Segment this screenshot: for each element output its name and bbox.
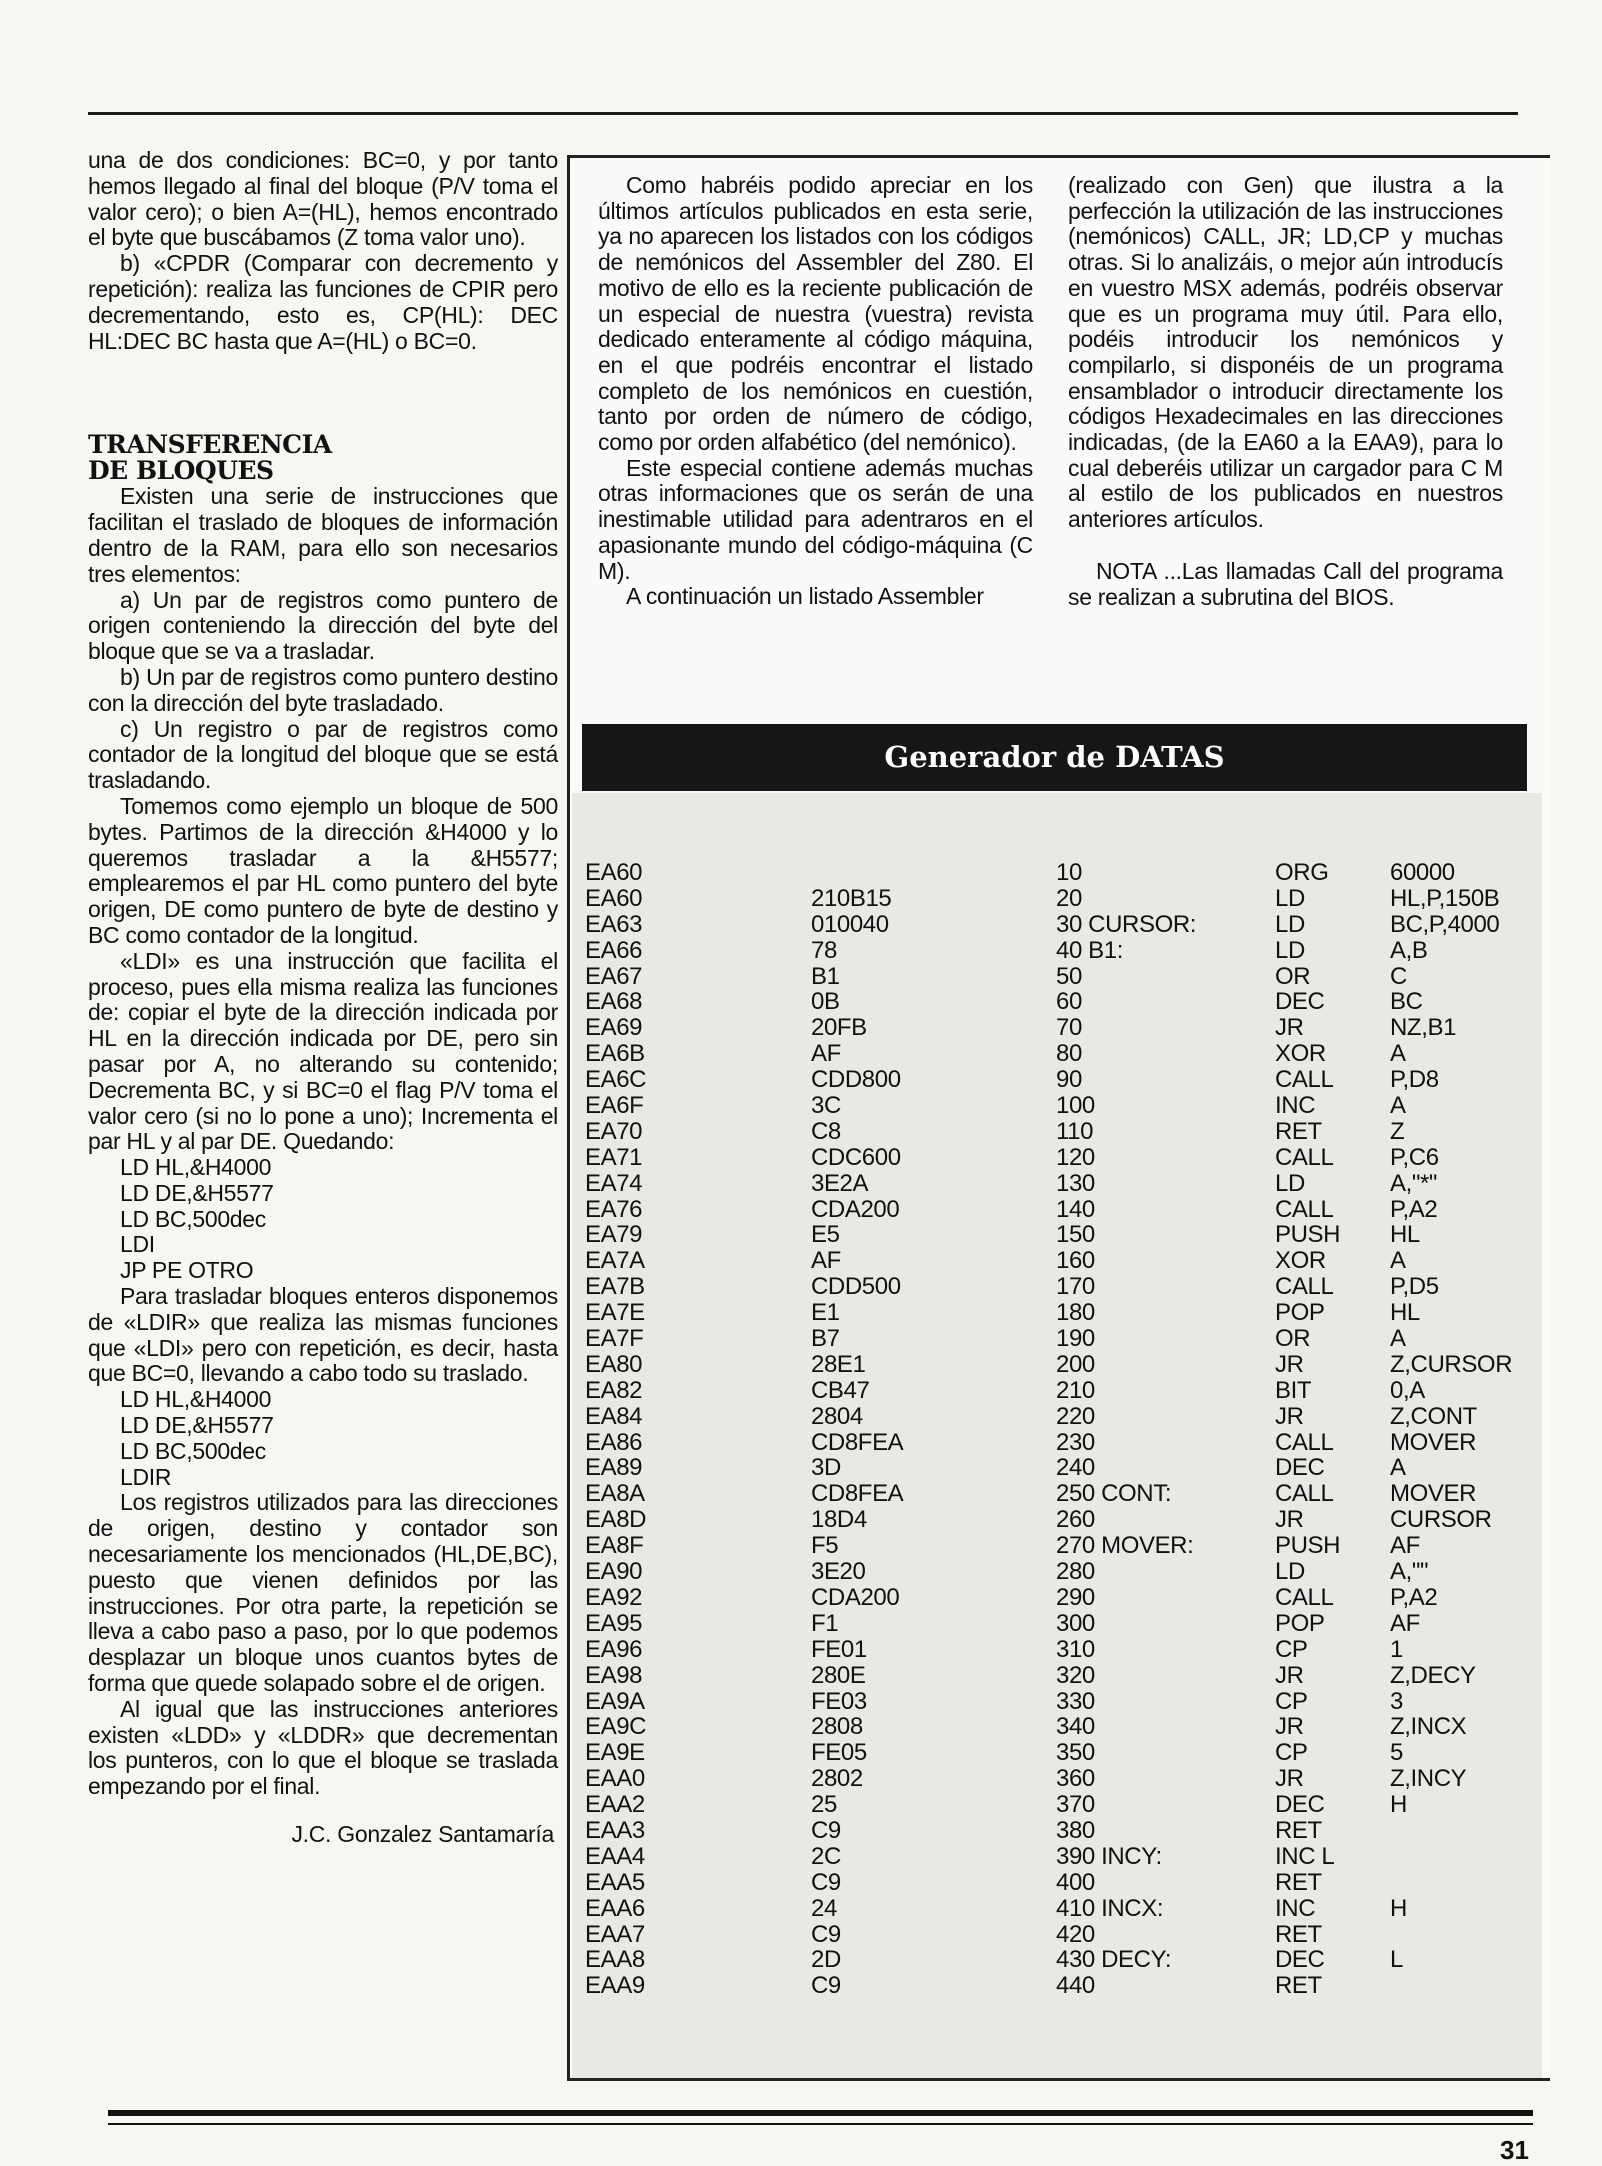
mnemonic-cell: CP <box>1275 1635 1308 1663</box>
mnemonic-cell: LD <box>1275 936 1305 964</box>
line-number-cell: 260 <box>1056 1506 1095 1534</box>
operand-cell: Z,CURSOR <box>1390 1350 1513 1378</box>
hex-code-cell: CD8FEA <box>811 1428 904 1456</box>
code-line: JP PE OTRO <box>120 1257 254 1284</box>
mnemonic-cell: JR <box>1275 1350 1304 1378</box>
address-cell: EA69 <box>585 1014 643 1042</box>
address-cell: EA9E <box>585 1739 645 1767</box>
mnemonic-cell: RET <box>1275 1972 1322 2000</box>
mnemonic-cell: POP <box>1275 1299 1325 1327</box>
paragraph: Como habréis podido apreciar en los últimos artículos publicados en esta serie, ya no aparecen los listados con los códigos de nemónicos del Assembler del Z80. El motivo de ello es la reciente publicación de un especial de nuestra (vuestra) revista dedicado enteramente al código máquina, en el que podréis encontrar el listado completo de los nemónicos en cuestión, tanto por orden de número de código, como por orden alfabético (del nemónico). <box>598 172 1033 456</box>
operand-cell: H <box>1390 1791 1407 1819</box>
operand-cell: Z,INCX <box>1390 1713 1467 1741</box>
address-cell: EA7F <box>585 1325 644 1353</box>
line-number-cell: 100 <box>1056 1092 1095 1120</box>
paragraph: Existen una serie de instrucciones que facilitan el traslado de bloques de información dentro de la RAM, para ello son necesarios tres elementos: <box>88 483 558 587</box>
address-cell: EA80 <box>585 1350 643 1378</box>
hex-code-cell: F5 <box>811 1532 839 1560</box>
code-line: LD BC,500dec <box>120 1205 266 1232</box>
address-cell: EAA8 <box>585 1946 645 1974</box>
bottom-rule <box>108 2123 1533 2125</box>
mnemonic-cell: JR <box>1275 1713 1304 1741</box>
mnemonic-cell: JR <box>1275 1661 1304 1689</box>
paragraph: A continuación un listado Assembler <box>626 583 984 610</box>
line-number-cell: 180 <box>1056 1299 1095 1327</box>
address-cell: EA90 <box>585 1558 643 1586</box>
hex-code-cell: 78 <box>811 936 837 964</box>
hex-code-cell: 2D <box>811 1946 841 1974</box>
line-number-cell: 70 <box>1056 1014 1082 1042</box>
address-cell: EA71 <box>585 1143 643 1171</box>
hex-code-cell: 2804 <box>811 1402 863 1430</box>
address-cell: EA66 <box>585 936 643 964</box>
paragraph: Tomemos como ejemplo un bloque de 500 bytes. Partimos de la dirección &H4000 y lo queremos trasladar a la &H5577; emplearemos el par HL como puntero del byte origen, DE como puntero de byte de destino y BC como contador de la longitud. <box>88 792 558 948</box>
address-cell: EAA7 <box>585 1920 645 1948</box>
hex-code-cell: FE01 <box>811 1635 867 1663</box>
code-line: LD HL,&H4000 <box>120 1154 272 1181</box>
line-number-cell: 410 INCX: <box>1056 1894 1164 1922</box>
mnemonic-cell: CALL <box>1275 1428 1334 1456</box>
line-number-cell: 80 <box>1056 1040 1082 1068</box>
section-title: TRANSFERENCIA <box>88 430 332 460</box>
paragraph: Este especial contiene además muchas otras informaciones que os serán de una inestimable utilidad para adentraros en el apasionante mundo del código-máquina (C M). <box>598 454 1033 584</box>
line-number-cell: 160 <box>1056 1247 1095 1275</box>
hex-code-cell: F1 <box>811 1609 839 1637</box>
hex-code-cell: 18D4 <box>811 1506 867 1534</box>
hex-code-cell: CDC600 <box>811 1143 901 1171</box>
mnemonic-cell: JR <box>1275 1014 1304 1042</box>
mnemonic-cell: INC <box>1275 1092 1316 1120</box>
hex-code-cell: C9 <box>811 1920 841 1948</box>
line-number-cell: 210 <box>1056 1376 1095 1404</box>
code-line: LD DE,&H5577 <box>120 1179 274 1206</box>
operand-cell: A <box>1390 1454 1406 1482</box>
paragraph: (realizado con Gen) que ilustra a la perfección la utilización de las instrucciones (nemónicos) CALL, JR; LD,CP y muchas otras. Si lo analizáis, o mejor aún introducís en vuestro MSX además, podréis observar que es un programa muy útil. Para ello, podéis introducir los nemónicos y compilarlo, si disponéis de un programa ensamblador o introducir directamente los códigos Hexadecimales en las direcciones indicadas, (de la EA60 a la EAA9), para lo cual deberéis utilizar un cargador para C M al estilo de los publicados en nuestros anteriores artículos. <box>1068 172 1503 533</box>
mnemonic-cell: RET <box>1275 1868 1322 1896</box>
line-number-cell: 110 <box>1056 1117 1094 1145</box>
mnemonic-cell: DEC <box>1275 988 1325 1016</box>
paragraph: Al igual que las instrucciones anteriores existen «LDD» y «LDDR» que decrementan los punteros, con lo que el bloque se traslada empezando por el final. <box>88 1695 558 1800</box>
line-number-cell: 350 <box>1056 1739 1095 1767</box>
operand-cell: 0,A <box>1390 1376 1425 1404</box>
mnemonic-cell: POP <box>1275 1609 1325 1637</box>
line-number-cell: 230 <box>1056 1428 1095 1456</box>
mnemonic-cell: INC <box>1275 1894 1316 1922</box>
listing-title: Generador de DATAS <box>582 724 1527 791</box>
address-cell: EA60 <box>585 859 643 886</box>
operand-cell: A <box>1390 1247 1406 1275</box>
hex-code-cell: CDA200 <box>811 1583 900 1611</box>
hex-code-cell: 25 <box>811 1791 837 1819</box>
hex-code-cell: AF <box>811 1247 841 1275</box>
operand-cell: P,A2 <box>1390 1583 1438 1611</box>
operand-cell: HL <box>1390 1299 1420 1327</box>
line-number-cell: 370 <box>1056 1791 1095 1819</box>
address-cell: EA82 <box>585 1376 643 1404</box>
paragraph: Para trasladar bloques enteros disponemos de «LDIR» que realiza las mismas funciones que «LDI» pero con repetición, es decir, hasta que BC=0, llevando a cabo todo su traslado. <box>88 1283 558 1387</box>
address-cell: EA92 <box>585 1583 643 1611</box>
hex-code-cell: FE05 <box>811 1739 867 1767</box>
line-number-cell: 270 MOVER: <box>1056 1532 1194 1560</box>
line-number-cell: 220 <box>1056 1402 1095 1430</box>
mnemonic-cell: RET <box>1275 1816 1322 1844</box>
operand-cell: 5 <box>1390 1739 1403 1767</box>
mnemonic-cell: JR <box>1275 1506 1304 1534</box>
operand-cell: P,D8 <box>1390 1066 1439 1094</box>
mnemonic-cell: CALL <box>1275 1480 1334 1508</box>
address-cell: EA7B <box>585 1273 645 1301</box>
line-number-cell: 440 <box>1056 1972 1095 2000</box>
mnemonic-cell: LD <box>1275 910 1305 938</box>
hex-code-cell: C9 <box>811 1816 841 1844</box>
hex-code-cell: CDD800 <box>811 1066 901 1094</box>
mnemonic-cell: DEC <box>1275 1454 1325 1482</box>
operand-cell: Z <box>1390 1117 1405 1145</box>
mnemonic-cell: LD <box>1275 1558 1305 1586</box>
hex-code-cell: 3E2A <box>811 1169 869 1197</box>
intro-column-1 <box>598 173 1033 610</box>
hex-code-cell: C8 <box>811 1117 841 1145</box>
operand-cell: HL,P,150B <box>1390 884 1500 912</box>
section-title: DE BLOQUES <box>88 456 274 486</box>
line-number-cell: 170 <box>1056 1273 1095 1301</box>
operand-cell: MOVER <box>1390 1480 1477 1508</box>
hex-code-cell: AF <box>811 1040 841 1068</box>
code-line: LD HL,&H4000 <box>120 1386 272 1413</box>
operand-cell: P,A2 <box>1390 1195 1438 1223</box>
hex-code-cell: 0B <box>811 988 840 1016</box>
code-line: LDIR <box>120 1463 172 1490</box>
line-number-cell: 140 <box>1056 1195 1095 1223</box>
address-cell: EAA3 <box>585 1816 645 1844</box>
operand-cell: MOVER <box>1390 1428 1477 1456</box>
code-line: LD BC,500dec <box>120 1437 266 1464</box>
code-line: LDI <box>120 1231 155 1258</box>
operand-cell: P,C6 <box>1390 1143 1439 1171</box>
address-cell: EA8F <box>585 1532 644 1560</box>
hex-code-cell: 280E <box>811 1661 866 1689</box>
left-column <box>88 148 558 1848</box>
operand-cell: L <box>1390 1946 1403 1974</box>
mnemonic-cell: RET <box>1275 1117 1322 1145</box>
address-cell: EA7A <box>585 1247 645 1275</box>
code-line: LD DE,&H5577 <box>120 1412 274 1439</box>
address-cell: EA89 <box>585 1454 643 1482</box>
address-cell: EA96 <box>585 1635 643 1663</box>
hex-code-cell: 3C <box>811 1092 841 1120</box>
mnemonic-cell: PUSH <box>1275 1221 1341 1249</box>
address-cell: EA74 <box>585 1169 643 1197</box>
line-number-cell: 300 <box>1056 1609 1095 1637</box>
top-rule <box>88 112 1518 115</box>
paragraph: «LDI» es una instrucción que facilita el proceso, pues ella misma realiza las funciones de: copiar el byte de la dirección indicada por HL en la dirección indicada por DE, pero sin pasar por A, no alterando su contenido; Decrementa BC, y si BC=0 el flag P/V toma el valor cero (si no lo pone a uno); Incrementa el par HL y al par DE. Quedando: <box>88 947 558 1155</box>
operand-cell: A <box>1390 1325 1406 1353</box>
paragraph: una de dos condiciones: BC=0, y por tanto hemos llegado al final del bloque (P/V toma el valor cero); o bien A=(HL), hemos encontrado el byte que buscábamos (Z toma valor uno). <box>88 147 558 251</box>
operand-cell: NZ,B1 <box>1390 1014 1457 1042</box>
line-number-cell: 390 INCY: <box>1056 1842 1162 1870</box>
address-cell: EAA9 <box>585 1972 645 2000</box>
hex-code-cell: 3E20 <box>811 1558 866 1586</box>
line-number-cell: 310 <box>1056 1635 1095 1663</box>
line-number-cell: 10 <box>1056 859 1082 886</box>
operand-cell: BC <box>1390 988 1423 1016</box>
operand-cell: A <box>1390 1092 1406 1120</box>
hex-code-cell: FE03 <box>811 1687 867 1715</box>
line-number-cell: 60 <box>1056 988 1082 1016</box>
mnemonic-cell: OR <box>1275 1325 1311 1353</box>
hex-code-cell: 28E1 <box>811 1350 866 1378</box>
hex-code-cell: CD8FEA <box>811 1480 904 1508</box>
mnemonic-cell: CALL <box>1275 1583 1334 1611</box>
hex-code-cell: 2802 <box>811 1765 863 1793</box>
address-cell: EA67 <box>585 962 643 990</box>
hex-code-cell: 2808 <box>811 1713 863 1741</box>
mnemonic-cell: CALL <box>1275 1195 1334 1223</box>
hex-code-cell: C9 <box>811 1868 841 1896</box>
mnemonic-cell: CP <box>1275 1687 1308 1715</box>
paragraph: b) «CPDR (Comparar con decremento y repetición): realiza las funciones de CPIR pero decrementando, esto es, CP(HL): DEC HL:DEC BC hasta que A=(HL) o BC=0. <box>88 250 558 354</box>
line-number-cell: 120 <box>1056 1143 1095 1171</box>
line-number-cell: 280 <box>1056 1558 1095 1586</box>
line-number-cell: 340 <box>1056 1713 1095 1741</box>
paragraph: a) Un par de registros como puntero de origen conteniendo la dirección del byte del bloque que se va a trasladar. <box>88 586 558 665</box>
address-cell: EA6B <box>585 1040 645 1068</box>
address-cell: EAA5 <box>585 1868 645 1896</box>
address-cell: EAA2 <box>585 1791 645 1819</box>
address-cell: EA84 <box>585 1402 643 1430</box>
line-number-cell: 90 <box>1056 1066 1082 1094</box>
mnemonic-cell: RET <box>1275 1920 1322 1948</box>
mnemonic-cell: CP <box>1275 1739 1308 1767</box>
operand-cell: A,B <box>1390 936 1428 964</box>
hex-code-cell: 2C <box>811 1842 841 1870</box>
line-number-cell: 250 CONT: <box>1056 1480 1172 1508</box>
line-number-cell: 130 <box>1056 1169 1095 1197</box>
operand-cell: H <box>1390 1894 1407 1922</box>
hex-code-cell: B1 <box>811 962 840 990</box>
line-number-cell: 20 <box>1056 884 1082 912</box>
operand-cell: Z,INCY <box>1390 1765 1467 1793</box>
note: NOTA ...Las llamadas Call del programa se realizan a subrutina del BIOS. <box>1068 557 1503 610</box>
operand-cell: P,D5 <box>1390 1273 1439 1301</box>
address-cell: EA68 <box>585 988 643 1016</box>
operand-cell: BC,P,4000 <box>1390 910 1500 938</box>
mnemonic-cell: JR <box>1275 1402 1304 1430</box>
operand-cell: Z,CONT <box>1390 1402 1477 1430</box>
operand-cell: 3 <box>1390 1687 1403 1715</box>
intro-column-2 <box>1068 173 1503 610</box>
hex-code-cell: CB47 <box>811 1376 870 1404</box>
page-number: 31 <box>1500 2135 1529 2165</box>
mnemonic-cell: PUSH <box>1275 1532 1341 1560</box>
mnemonic-cell: CALL <box>1275 1143 1334 1171</box>
hex-code-cell: B7 <box>811 1325 840 1353</box>
operand-cell: Z,DECY <box>1390 1661 1476 1689</box>
mnemonic-cell: LD <box>1275 1169 1305 1197</box>
address-cell: EA8D <box>585 1506 647 1534</box>
operand-cell: A,"" <box>1390 1558 1429 1586</box>
hex-code-cell: C9 <box>811 1972 841 2000</box>
hex-code-cell: CDD500 <box>811 1273 901 1301</box>
hex-code-cell: 24 <box>811 1894 837 1922</box>
mnemonic-cell: JR <box>1275 1765 1304 1793</box>
line-number-cell: 290 <box>1056 1583 1095 1611</box>
paragraph: c) Un registro o par de registros como contador de la longitud del bloque que se está trasladando. <box>88 715 558 794</box>
line-number-cell: 420 <box>1056 1920 1095 1948</box>
address-cell: EA79 <box>585 1221 643 1249</box>
operand-cell: CURSOR <box>1390 1506 1492 1534</box>
hex-code-cell: CDA200 <box>811 1195 900 1223</box>
operand-cell: 60000 <box>1390 859 1455 886</box>
hex-code-cell: 210B15 <box>811 884 892 912</box>
address-cell: EA8A <box>585 1480 645 1508</box>
address-cell: EA63 <box>585 910 643 938</box>
mnemonic-cell: ORG <box>1275 859 1329 886</box>
address-cell: EAA0 <box>585 1765 645 1793</box>
line-number-cell: 30 CURSOR: <box>1056 910 1197 938</box>
line-number-cell: 400 <box>1056 1868 1095 1896</box>
line-number-cell: 380 <box>1056 1816 1095 1844</box>
mnemonic-cell: BIT <box>1275 1376 1312 1404</box>
operand-cell: AF <box>1390 1532 1420 1560</box>
bottom-rule <box>108 2110 1533 2116</box>
paragraph: b) Un par de registros como puntero destino con la dirección del byte trasladado. <box>88 663 558 716</box>
hex-code-cell: E5 <box>811 1221 840 1249</box>
hex-code-cell: 010040 <box>811 910 889 938</box>
mnemonic-cell: CALL <box>1275 1066 1334 1094</box>
operand-cell: AF <box>1390 1609 1420 1637</box>
operand-cell: C <box>1390 962 1407 990</box>
mnemonic-cell: LD <box>1275 884 1305 912</box>
mnemonic-cell: XOR <box>1275 1040 1326 1068</box>
line-number-cell: 330 <box>1056 1687 1095 1715</box>
mnemonic-cell: OR <box>1275 962 1311 990</box>
mnemonic-cell: CALL <box>1275 1273 1334 1301</box>
line-number-cell: 360 <box>1056 1765 1095 1793</box>
address-cell: EA60 <box>585 884 643 912</box>
address-cell: EA76 <box>585 1195 643 1223</box>
operand-cell: A,"*" <box>1390 1169 1438 1197</box>
address-cell: EAA4 <box>585 1842 645 1870</box>
mnemonic-cell: XOR <box>1275 1247 1326 1275</box>
mnemonic-cell: DEC <box>1275 1791 1325 1819</box>
address-cell: EA7E <box>585 1299 645 1327</box>
mnemonic-cell: DEC <box>1275 1946 1325 1974</box>
address-cell: EA95 <box>585 1609 643 1637</box>
address-cell: EA6C <box>585 1066 647 1094</box>
address-cell: EA86 <box>585 1428 643 1456</box>
hex-code-cell: 3D <box>811 1454 841 1482</box>
line-number-cell: 190 <box>1056 1325 1095 1353</box>
line-number-cell: 50 <box>1056 962 1082 990</box>
operand-cell: 1 <box>1390 1635 1403 1663</box>
address-cell: EAA6 <box>585 1894 645 1922</box>
address-cell: EA9A <box>585 1687 645 1715</box>
hex-code-cell: 20FB <box>811 1014 867 1042</box>
operand-cell: HL <box>1390 1221 1420 1249</box>
address-cell: EA9C <box>585 1713 647 1741</box>
hex-code-cell: E1 <box>811 1299 840 1327</box>
line-number-cell: 150 <box>1056 1221 1095 1249</box>
operand-cell: A <box>1390 1040 1406 1068</box>
line-number-cell: 40 B1: <box>1056 936 1123 964</box>
line-number-cell: 200 <box>1056 1350 1095 1378</box>
address-cell: EA70 <box>585 1117 643 1145</box>
line-number-cell: 430 DECY: <box>1056 1946 1172 1974</box>
line-number-cell: 320 <box>1056 1661 1095 1689</box>
author-signature: J.C. Gonzalez Santamaría <box>291 1821 554 1848</box>
paragraph: Los registros utilizados para las direcciones de origen, destino y contador son necesariamente los mencionados (HL,DE,BC), puesto que vienen definidos por las instrucciones. Por otra parte, la repetición se lleva a cabo paso a paso, por lo que podemos desplazar un bloque unos cuantos bytes de forma que quede solapado sobre el de origen. <box>88 1489 558 1697</box>
address-cell: EA6F <box>585 1092 644 1120</box>
line-number-cell: 240 <box>1056 1454 1095 1482</box>
mnemonic-cell: INC L <box>1275 1842 1335 1870</box>
address-cell: EA98 <box>585 1661 643 1689</box>
